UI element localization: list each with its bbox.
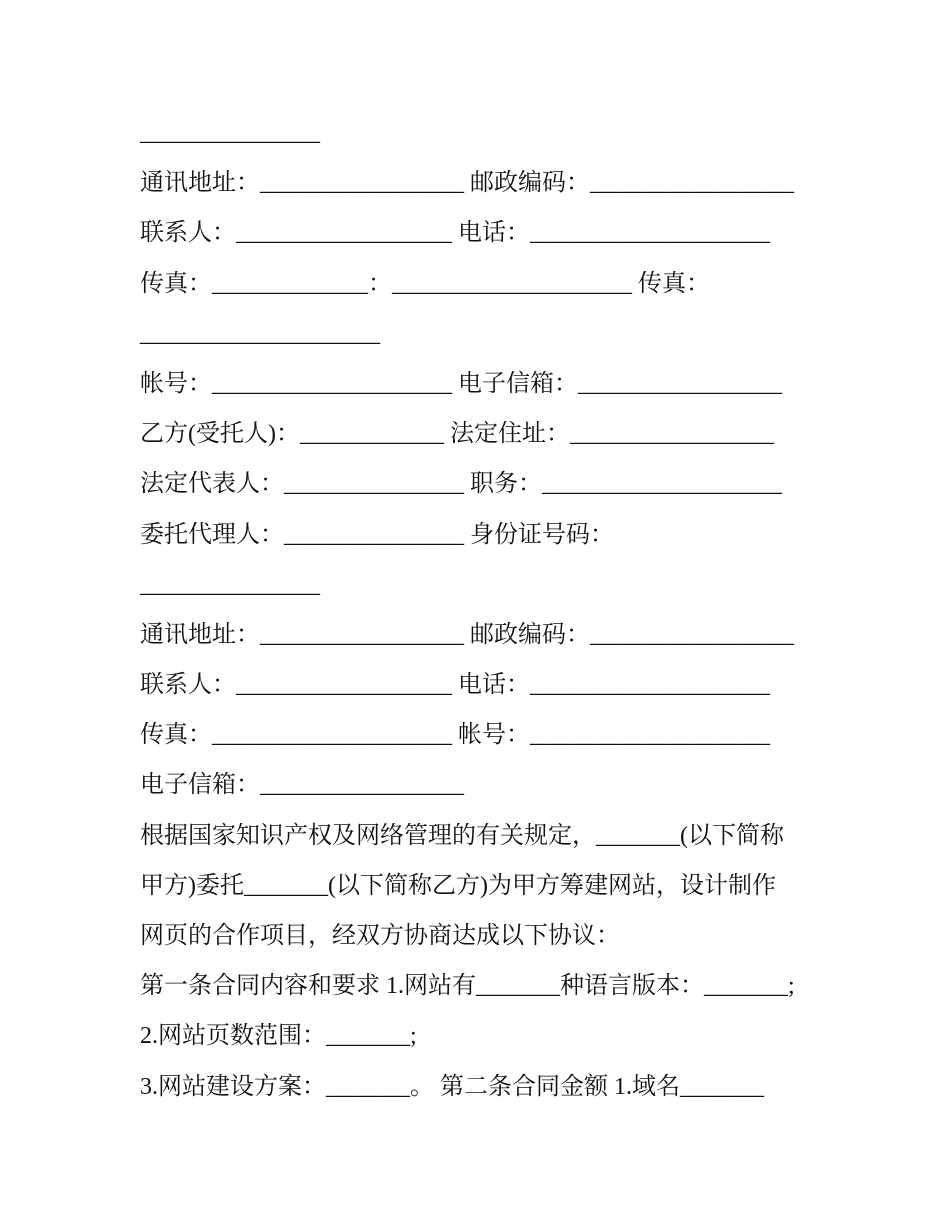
text-line: 联系人：__________________ 电话：____________________ <box>140 220 770 247</box>
clause-line: 2.网站页数范围：_______; <box>140 1023 417 1050</box>
text-line: 传真：_____________：____________________ 传真： <box>140 270 710 297</box>
paragraph-line: 网页的合作项目，经双方协商达成以下协议： <box>140 923 620 949</box>
text-line: 联系人：__________________ 电话：____________________ <box>140 672 770 699</box>
text-line: 委托代理人：_______________ 身份证号码： <box>140 521 614 548</box>
text-line: 通讯地址：_________________ 邮政编码：_________________ <box>140 170 794 197</box>
clause-line: 第一条合同内容和要求 1.网站有_______种语言版本：_______; <box>140 973 795 1000</box>
text-line: 帐号：____________________ 电子信箱：_________________ <box>140 370 782 397</box>
text-line: 乙方(受托人)：____________ 法定住址：_________________ <box>140 421 774 448</box>
text-line: 传真：____________________ 帐号：____________________ <box>140 722 770 749</box>
text-line: ____________________ <box>140 320 380 347</box>
text-line: _______________ <box>140 571 320 598</box>
paragraph-line: 甲方)委托_______(以下简称乙方)为甲方筹建网站，设计制作 <box>140 872 776 899</box>
document-page <box>140 108 820 1112</box>
text-line: _______________ <box>140 120 320 146</box>
clause-line: 3.网站建设方案：_______。 第二条合同金额 1.域名_______ <box>140 1073 764 1100</box>
paragraph-line: 根据国家知识产权及网络管理的有关规定，_______(以下简称 <box>140 822 784 849</box>
text-line: 通讯地址：_________________ 邮政编码：_________________ <box>140 621 794 648</box>
text-line: 法定代表人：_______________ 职务：____________________ <box>140 471 782 498</box>
text-line: 电子信箱：_________________ <box>140 772 464 799</box>
